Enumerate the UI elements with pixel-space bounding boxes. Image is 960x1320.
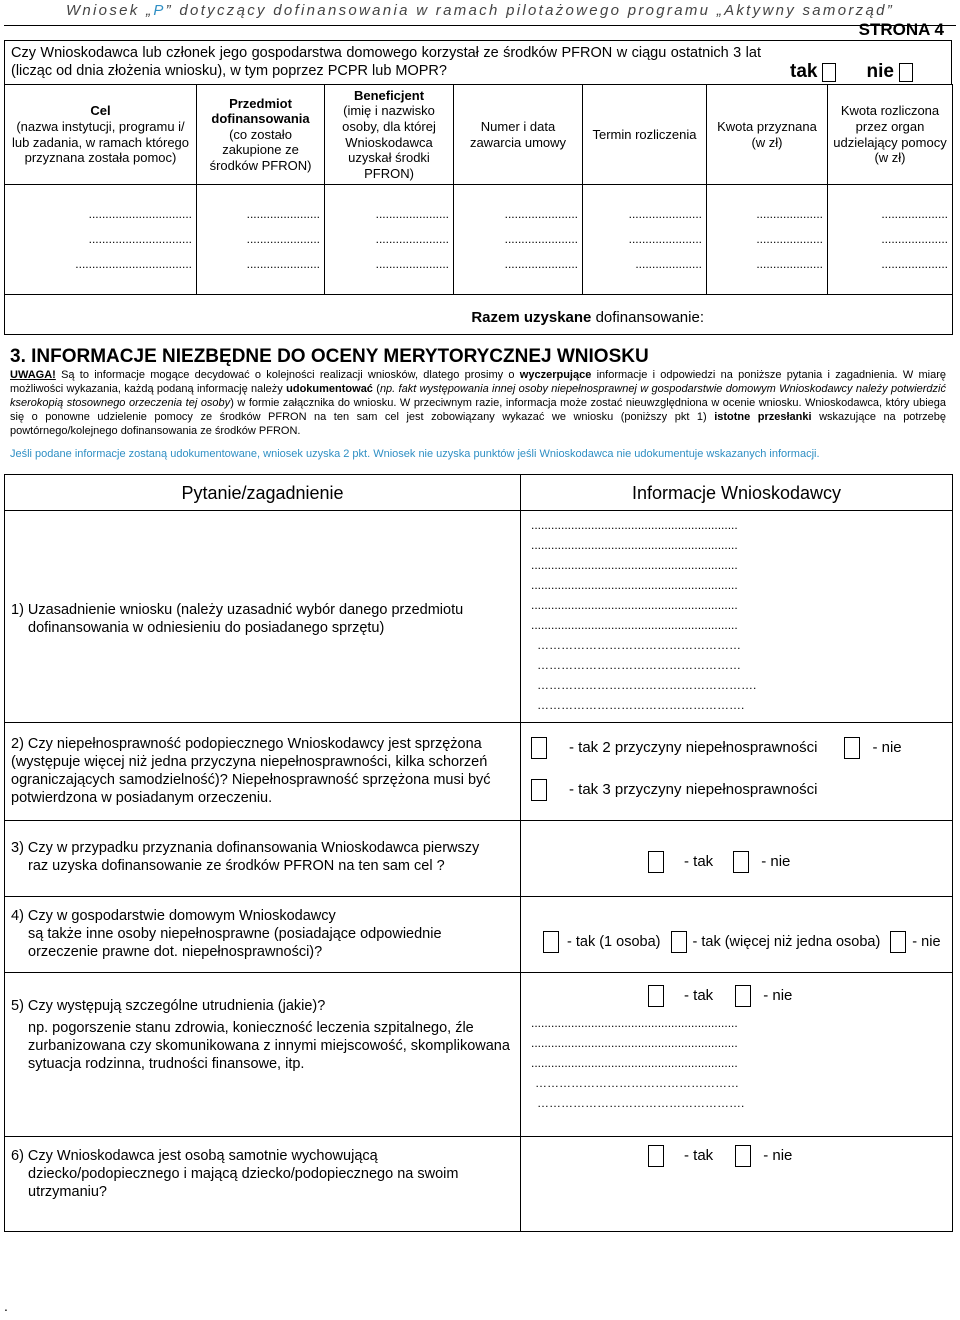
scoring-note: Jeśli podane informacje zostaną udokumentowane, wniosek uzyska 2 pkt. Wniosek nie uzyska punktów jeśli Wnioskodawca nie udokumentuje wskazanych informacji. <box>10 448 820 460</box>
q2-three-causes-checkbox[interactable] <box>531 779 547 801</box>
q4-more-persons-label: - tak (więcej niż jedna osoba) <box>692 934 881 950</box>
question-row-6 <box>5 1137 953 1232</box>
question-column-header: Pytanie/zagadnienie <box>5 475 521 511</box>
q2-no-checkbox[interactable] <box>844 737 860 759</box>
pfron-yes-checkbox[interactable] <box>822 63 836 82</box>
questions-table <box>4 474 953 1232</box>
answer-column-header: Informacje Wnioskodawcy <box>521 475 953 511</box>
pfron-answer <box>790 61 913 83</box>
q3-yes-label: - tak <box>684 853 714 870</box>
header-divider <box>4 25 956 26</box>
fill-in-cell[interactable]: ...................... ...................... ...................... <box>325 185 454 295</box>
q3-no-label: - nie <box>761 853 791 870</box>
q6-yes-label: - tak <box>684 1147 714 1164</box>
question-1-answer[interactable]: .............................................................. .............................................................. .............................................................. .............................................................. .............................................................. .............................................................. …………………………………………… …………………………………………… ………………………………………………. ……………………………………………. <box>521 511 953 723</box>
question-2-text: 2) Czy niepełnosprawność podopiecznego Wnioskodawcy jest sprzężona (występuje więcej niż jedna przyczyna niepełnosprawności, kilka schorzeń ograniczających samodzielność)? Niepełnosprawność sprzężona musi być potwierdzona w posiadanym orzeczeniu. <box>5 723 521 821</box>
q4-one-person-label: - tak (1 osoba) <box>567 934 661 950</box>
fill-in-cell[interactable]: .................... .................... .................... <box>707 185 828 295</box>
pfron-no-checkbox[interactable] <box>899 63 913 82</box>
question-6-text: 6) Czy Wnioskodawca jest osobą samotnie wychowującą dziecko/podopiecznego i mającą dziecko/podopiecznego na swoim utrzymaniu? <box>5 1137 521 1232</box>
column-header: Beneficjent (imię i nazwisko osoby, dla której Wnioskodawca uzyskał środki PFRON) <box>325 85 454 185</box>
question-4-answer <box>521 897 953 973</box>
section-notes: UWAGA! Są to informacje mogące decydować o kolejności realizacji wniosków, dlatego prosimy o wyczerpujące informacje i odpowiedzi na poniższe pytania i zagadnienia. W miarę możliwości wykazania, każdą podaną informację należy udokumentować (np. fakt występowania innej osoby niepełnosprawnej w gospodarstwie domowym Wnioskodawcy należy potwierdzić kserokopią stosownego orzeczenia tej osoby) w formie załącznika do wniosku. W przeciwnym razie, informacja może zostać nieuwzględniona w ocenie wniosku. Wnioskodawca, który ubiega się o ponowne udzielenie pomocy ze środków PFRON na ten sam cel jest zobowiązany wykazać we wniosku (poniższy pkt 1) istotne przesłanki wskazujące na potrzebę powtórnego/kolejnego dofinansowania ze środków PFRON. <box>10 369 947 437</box>
column-header: Kwota przyznana (w zł) <box>707 85 828 185</box>
column-header: Numer i data zawarcia umowy <box>454 85 583 185</box>
pfron-question-block <box>4 40 952 84</box>
question-2-answer <box>521 723 953 821</box>
q3-no-checkbox[interactable] <box>733 851 749 873</box>
fill-in-cell[interactable]: ...................... ...................... .................... <box>583 185 707 295</box>
table-row <box>5 185 953 295</box>
question-1-text: 1) Uzasadnienie wniosku (należy uzasadnić wybór danego przedmiotu dofinansowania w odniesieniu do posiadanego sprzętu) <box>5 511 521 723</box>
q6-yes-checkbox[interactable] <box>648 1145 664 1167</box>
q4-no-checkbox[interactable] <box>890 931 906 953</box>
q6-no-label: - nie <box>763 1147 793 1164</box>
q4-more-persons-checkbox[interactable] <box>671 931 687 953</box>
form-header-title: Wniosek „P” dotyczący dofinansowania w ramach pilotażowego programu „Aktywny samorząd” <box>65 2 895 19</box>
section-title: 3. INFORMACJE NIEZBĘDNE DO OCENY MERYTORYCZNEJ WNIOSKU <box>10 346 649 367</box>
column-header: Kwota rozliczona przez organ udzielający pomocy (w zł) <box>828 85 953 185</box>
pfron-question-text: Czy Wnioskodawca lub członek jego gospodarstwa domowego korzystał ze środków PFRON w ciągu ostatnich 3 lat (licząc od dnia złożenia wniosku), w tym poprzez PCPR lub MOPR? <box>11 45 761 79</box>
question-3-text: 3) Czy w przypadku przyznania dofinansowania Wnioskodawca pierwszy raz uzyska dofinansowanie ze środków PFRON na ten sam cel ? <box>5 821 521 897</box>
q5-no-label: - nie <box>763 987 793 1004</box>
fill-in-cell[interactable]: ............................... ............................... ................................... <box>5 185 197 295</box>
table-header-row <box>5 85 953 185</box>
question-4-text: 4) Czy w gospodarstwie domowym Wnioskodawcy są także inne osoby niepełnosprawne (posiadające odpowiednie orzeczenie prawne dot. niepełnosprawności)? <box>5 897 521 973</box>
pfron-no-label: nie <box>866 61 894 82</box>
question-row-3 <box>5 821 953 897</box>
total-row <box>5 295 953 335</box>
q4-no-label: - nie <box>912 934 941 950</box>
column-header: Przedmiot dofinansowania (co zostało zakupione ze środków PFRON) <box>197 85 325 185</box>
q2-no-label: - nie <box>872 739 902 756</box>
column-header: Cel (nazwa instytucji, programu i/ lub zadania, w ramach którego przyznana została pomoc) <box>5 85 197 185</box>
q6-no-checkbox[interactable] <box>735 1145 751 1167</box>
fill-in-cell[interactable]: ...................... ...................... ...................... <box>197 185 325 295</box>
question-5-answer <box>521 973 953 1137</box>
q2-three-causes-label: - tak 3 przyczyny niepełnosprawności <box>569 781 818 798</box>
question-row-4 <box>5 897 953 973</box>
pfron-yes-label: tak <box>790 61 818 82</box>
question-row-1 <box>5 511 953 723</box>
q5-yes-checkbox[interactable] <box>648 985 664 1007</box>
question-6-answer <box>521 1137 953 1232</box>
question-row-2 <box>5 723 953 821</box>
fill-in-cell[interactable]: ...................... ...................... ...................... <box>454 185 583 295</box>
table-header-row <box>5 475 953 511</box>
q5-no-checkbox[interactable] <box>735 985 751 1007</box>
question-5-details[interactable]: .............................................................. .............................................................. .............................................................. …………………………………………… ……………………………………………. <box>531 1016 745 1110</box>
column-header: Termin rozliczenia <box>583 85 707 185</box>
footer-mark: . <box>4 1298 8 1314</box>
q2-two-causes-checkbox[interactable] <box>531 737 547 759</box>
q4-one-person-checkbox[interactable] <box>543 931 559 953</box>
funding-history-table <box>4 84 953 335</box>
question-3-answer <box>521 821 953 897</box>
q5-yes-label: - tak <box>684 987 714 1004</box>
question-5-text: 5) Czy występują szczególne utrudnienia (jakie)? np. pogorszenie stanu zdrowia, konieczność leczenia szpitalnego, źle zurbanizowana czy skomunikowana z innymi miejscowość, skomplikowana sytuacja rodzinna, trudności finansowe, itp. <box>5 973 521 1137</box>
fill-in-cell[interactable]: .................... .................... .................... <box>828 185 953 295</box>
total-funding-label: Razem uzyskane dofinansowanie: <box>5 295 953 335</box>
question-row-5 <box>5 973 953 1137</box>
q2-two-causes-label: - tak 2 przyczyny niepełnosprawności <box>569 739 818 756</box>
q3-yes-checkbox[interactable] <box>648 851 664 873</box>
page-number: STRONA 4 <box>858 20 944 39</box>
